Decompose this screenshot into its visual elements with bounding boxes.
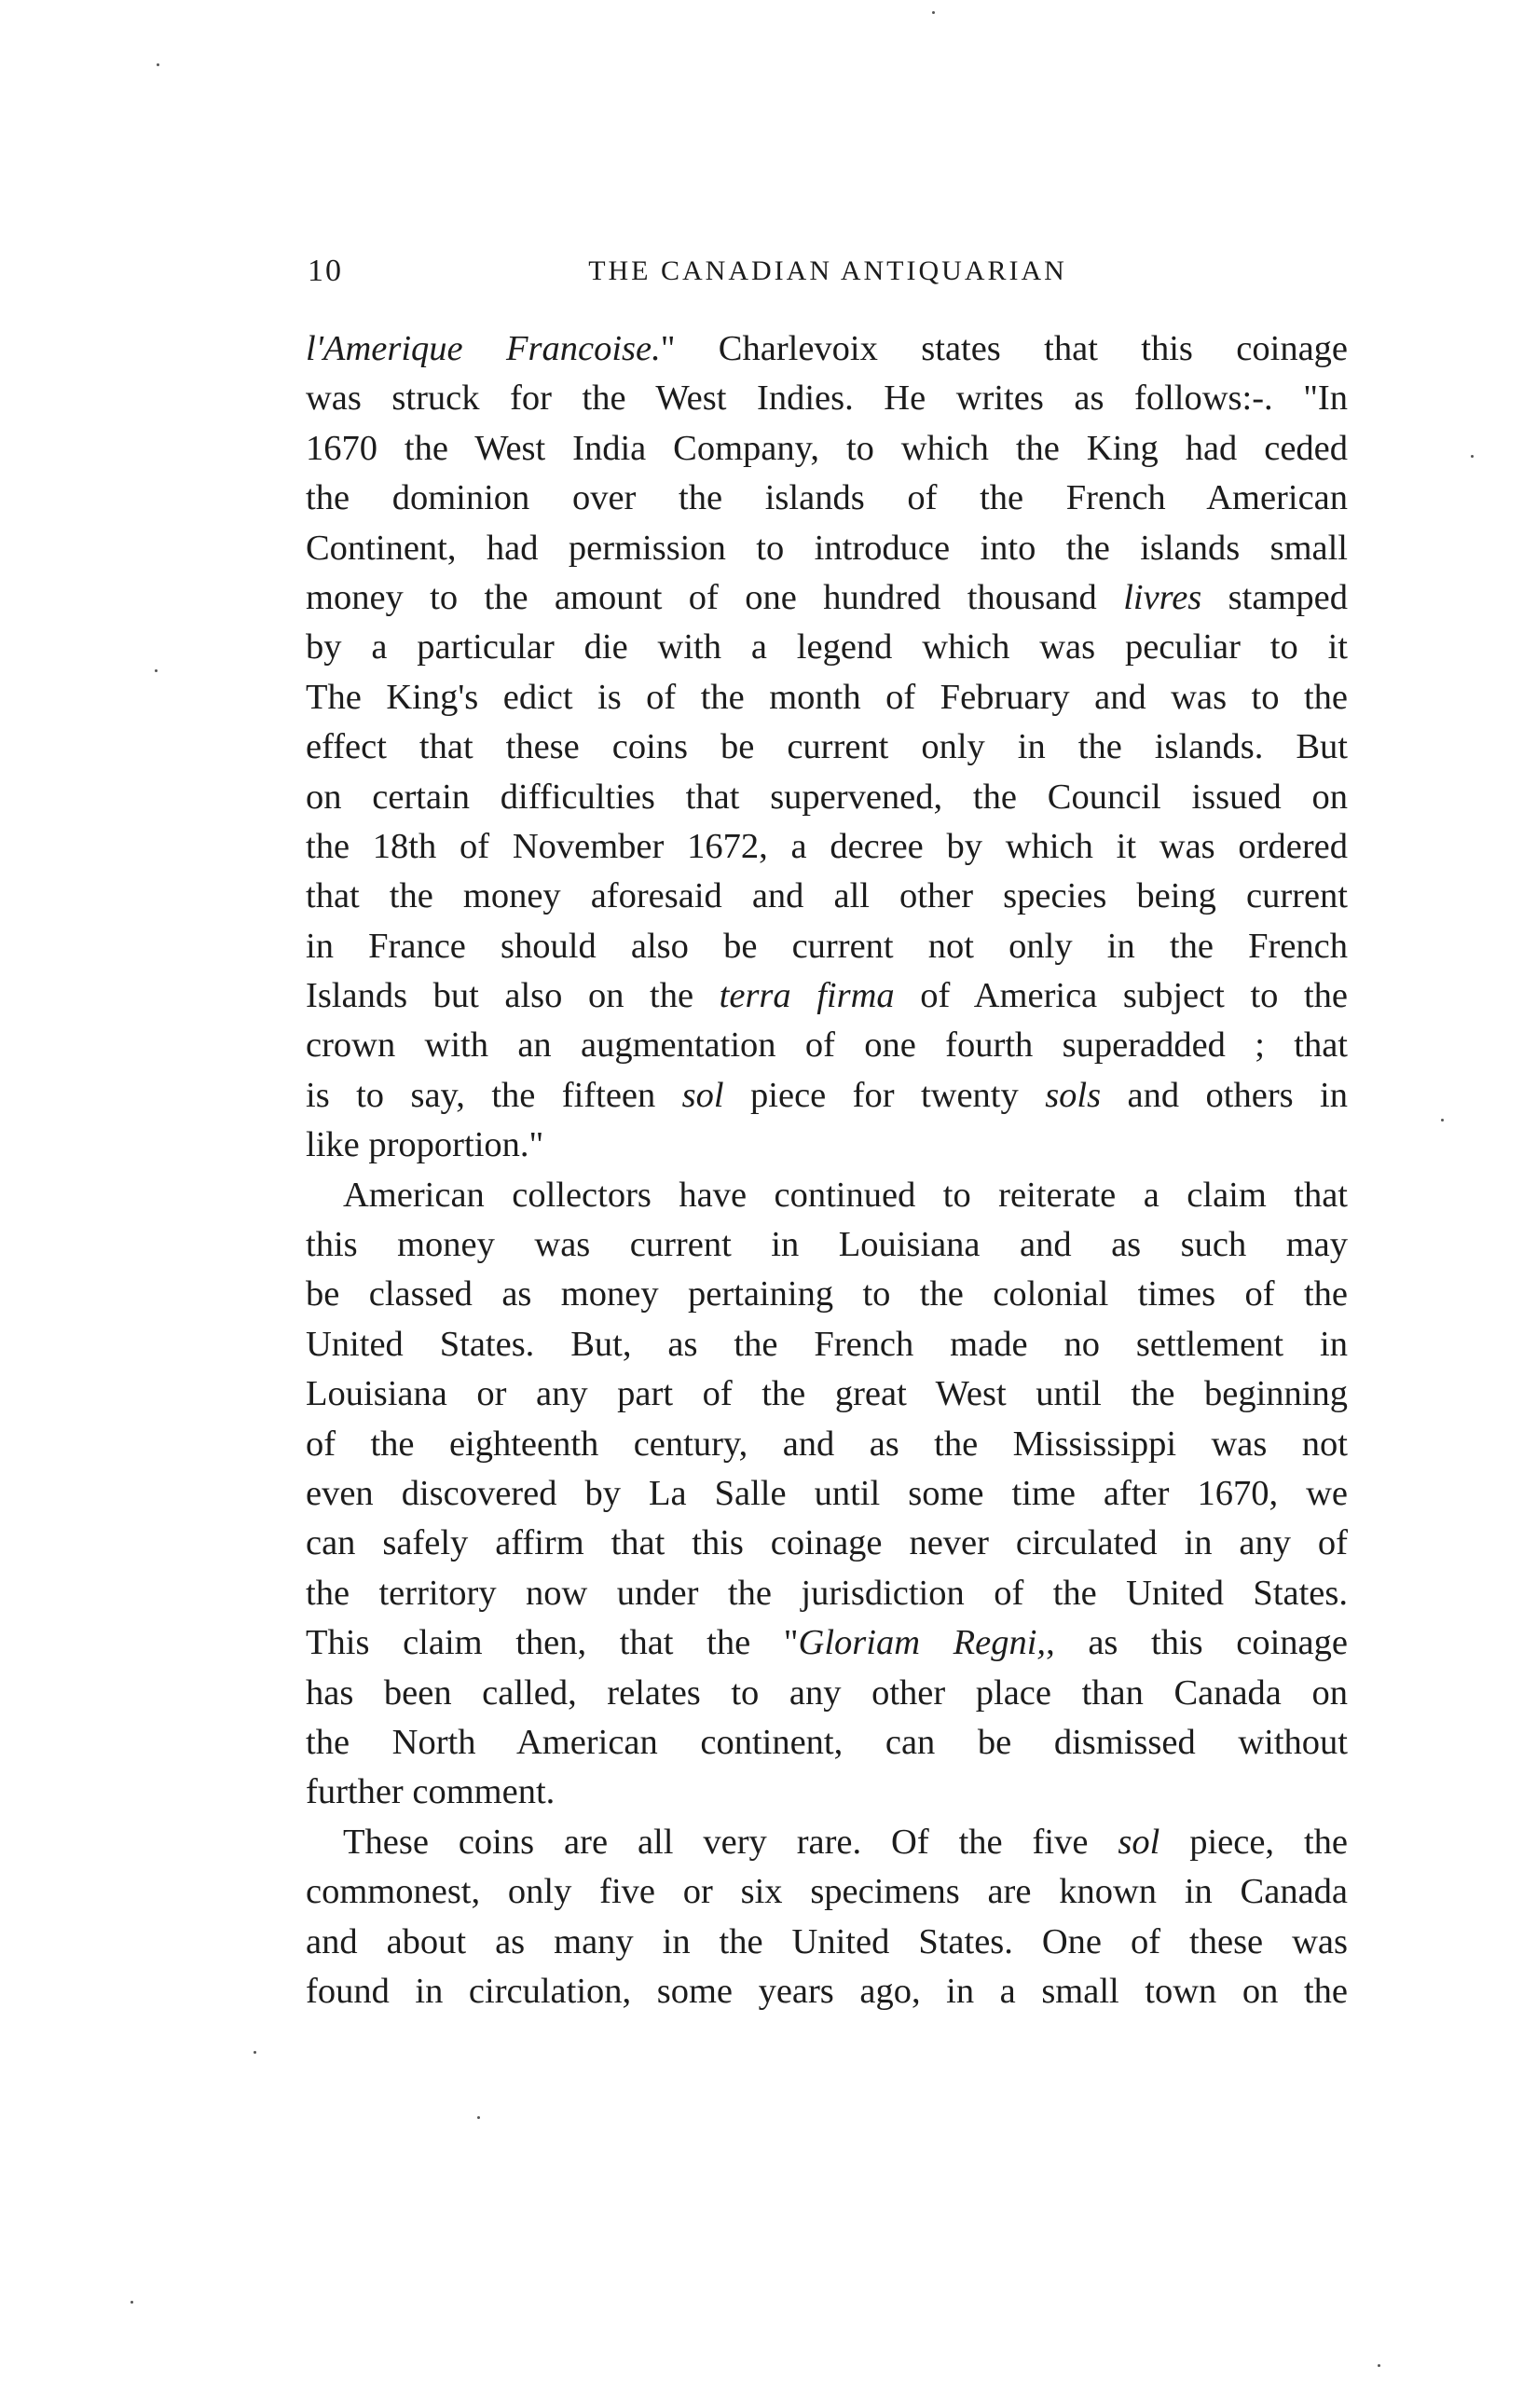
text-run: is to say, the fifteen — [306, 1075, 682, 1115]
text-line — [306, 324, 1348, 374]
text-run: Continent, had permission to introduce into the islands small — [306, 528, 1348, 568]
text-run: " Charlevoix states that this coinage — [660, 329, 1348, 368]
text-run: and others in — [1101, 1075, 1348, 1115]
text-line — [306, 524, 1348, 573]
text-line — [306, 1021, 1348, 1070]
scan-speck — [1441, 1119, 1444, 1121]
text-run: The King's edict is of the month of February and was to the — [306, 677, 1348, 717]
text-run: of the eighteenth century, and as the Mississippi was not — [306, 1424, 1348, 1464]
text-run: was struck for the West Indies. He writes as follows:-. "In — [306, 378, 1348, 419]
text-run: can safely affirm that this coinage never circulated in any of — [306, 1523, 1348, 1563]
text-run: the 18th of November 1672, a decree by which it was ordered — [306, 826, 1348, 866]
text-run: piece, the — [1159, 1822, 1348, 1862]
text-line — [306, 1519, 1348, 1568]
text-run: on certain difficulties that supervened, the Council issued on — [306, 777, 1348, 817]
text-line — [306, 822, 1348, 872]
text-run: money to the amount of one hundred thousand — [306, 577, 1124, 617]
text-line — [306, 1967, 1348, 2016]
text-line — [306, 1420, 1348, 1469]
italic-run: livres — [1123, 577, 1202, 617]
text-run: be classed as money pertaining to the colonial times of the — [306, 1274, 1348, 1314]
text-line — [306, 1469, 1348, 1519]
text-line — [306, 1071, 1348, 1121]
scan-speck — [1471, 455, 1474, 458]
italic-run: l'Amerique Francoise. — [306, 329, 661, 368]
text-run: piece for twenty — [723, 1075, 1046, 1115]
text-run: the territory now under the jurisdiction of the United States. — [306, 1573, 1348, 1613]
text-run: even discovered by La Salle until some time after 1670, we — [306, 1473, 1348, 1513]
text-line — [306, 1867, 1348, 1917]
text-line — [306, 1718, 1348, 1768]
text-run: 1670 the West India Company, to which the King had ceded — [306, 428, 1348, 468]
text-run: that the money aforesaid and all other species being current — [306, 876, 1348, 916]
text-line — [306, 1818, 1348, 1867]
italic-run: sol — [681, 1075, 724, 1115]
running-head — [308, 254, 1348, 300]
text-run: United States. But, as the French made no settlement in — [306, 1324, 1348, 1364]
text-line — [306, 1369, 1348, 1419]
scan-speck — [157, 63, 159, 66]
text-run: like proportion." — [306, 1125, 544, 1165]
text-run: Islands but also on the — [306, 976, 720, 1016]
text-line — [306, 1320, 1348, 1369]
text-run: effect that these coins be current only in the islands. But — [306, 727, 1348, 767]
text-run: , as this coinage — [1046, 1623, 1348, 1663]
italic-run: terra firma — [719, 976, 895, 1016]
text-run: by a particular die with a legend which was peculiar to it — [306, 627, 1348, 667]
text-line — [306, 623, 1348, 672]
text-line — [306, 971, 1348, 1021]
text-run: commonest, only five or six specimens are known in Canada — [306, 1872, 1348, 1912]
text-line — [306, 1121, 1348, 1170]
text-line — [306, 673, 1348, 722]
text-run: American collectors have continued to reiterate a claim that — [343, 1175, 1348, 1215]
scan-speck — [932, 11, 935, 14]
text-line — [306, 374, 1348, 423]
journal-title: THE CANADIAN ANTIQUARIAN — [588, 255, 1067, 286]
italic-run: Gloriam Regni, — [798, 1623, 1047, 1663]
text-line — [306, 1768, 1348, 1817]
text-line — [306, 1569, 1348, 1618]
page-number: 10 — [308, 254, 343, 288]
text-line — [306, 1220, 1348, 1270]
text-run: crown with an augmentation of one fourth superadded ; that — [306, 1025, 1348, 1066]
text-line — [306, 773, 1348, 822]
text-run: of America subject to the — [894, 976, 1348, 1016]
body-text — [306, 324, 1348, 2016]
text-run: This claim then, that the " — [306, 1623, 799, 1663]
scan-speck — [130, 2301, 133, 2304]
scan-speck — [155, 669, 158, 672]
text-line — [306, 424, 1348, 474]
italic-run: sol — [1118, 1822, 1160, 1862]
text-line — [306, 922, 1348, 971]
scan-speck — [477, 2116, 480, 2119]
text-run: and about as many in the United States. One of these was — [306, 1921, 1348, 1961]
text-line — [306, 1918, 1348, 1967]
text-run: has been called, relates to any other place than Canada on — [306, 1672, 1348, 1713]
text-line — [306, 1171, 1348, 1220]
text-line — [306, 474, 1348, 523]
scan-speck — [1378, 2364, 1380, 2367]
text-line — [306, 872, 1348, 921]
text-run: These coins are all very rare. Of the five — [343, 1822, 1118, 1862]
text-line — [306, 1618, 1348, 1668]
text-run: further comment. — [306, 1772, 556, 1812]
text-run: Louisiana or any part of the great West until the beginning — [306, 1374, 1348, 1414]
text-run: the North American continent, can be dismissed without — [306, 1722, 1348, 1762]
text-run: this money was current in Louisiana and as such may — [306, 1225, 1348, 1265]
text-line — [306, 722, 1348, 772]
text-line — [306, 1270, 1348, 1319]
text-run: stamped — [1201, 577, 1348, 617]
scan-speck — [254, 2051, 256, 2054]
text-line — [306, 573, 1348, 623]
text-run: the dominion over the islands of the French American — [306, 478, 1348, 518]
text-line — [306, 1669, 1348, 1718]
italic-run: sols — [1045, 1075, 1102, 1115]
text-run: found in circulation, some years ago, in a small town on the — [306, 1971, 1348, 2011]
text-run: in France should also be current not only in the French — [306, 926, 1348, 966]
